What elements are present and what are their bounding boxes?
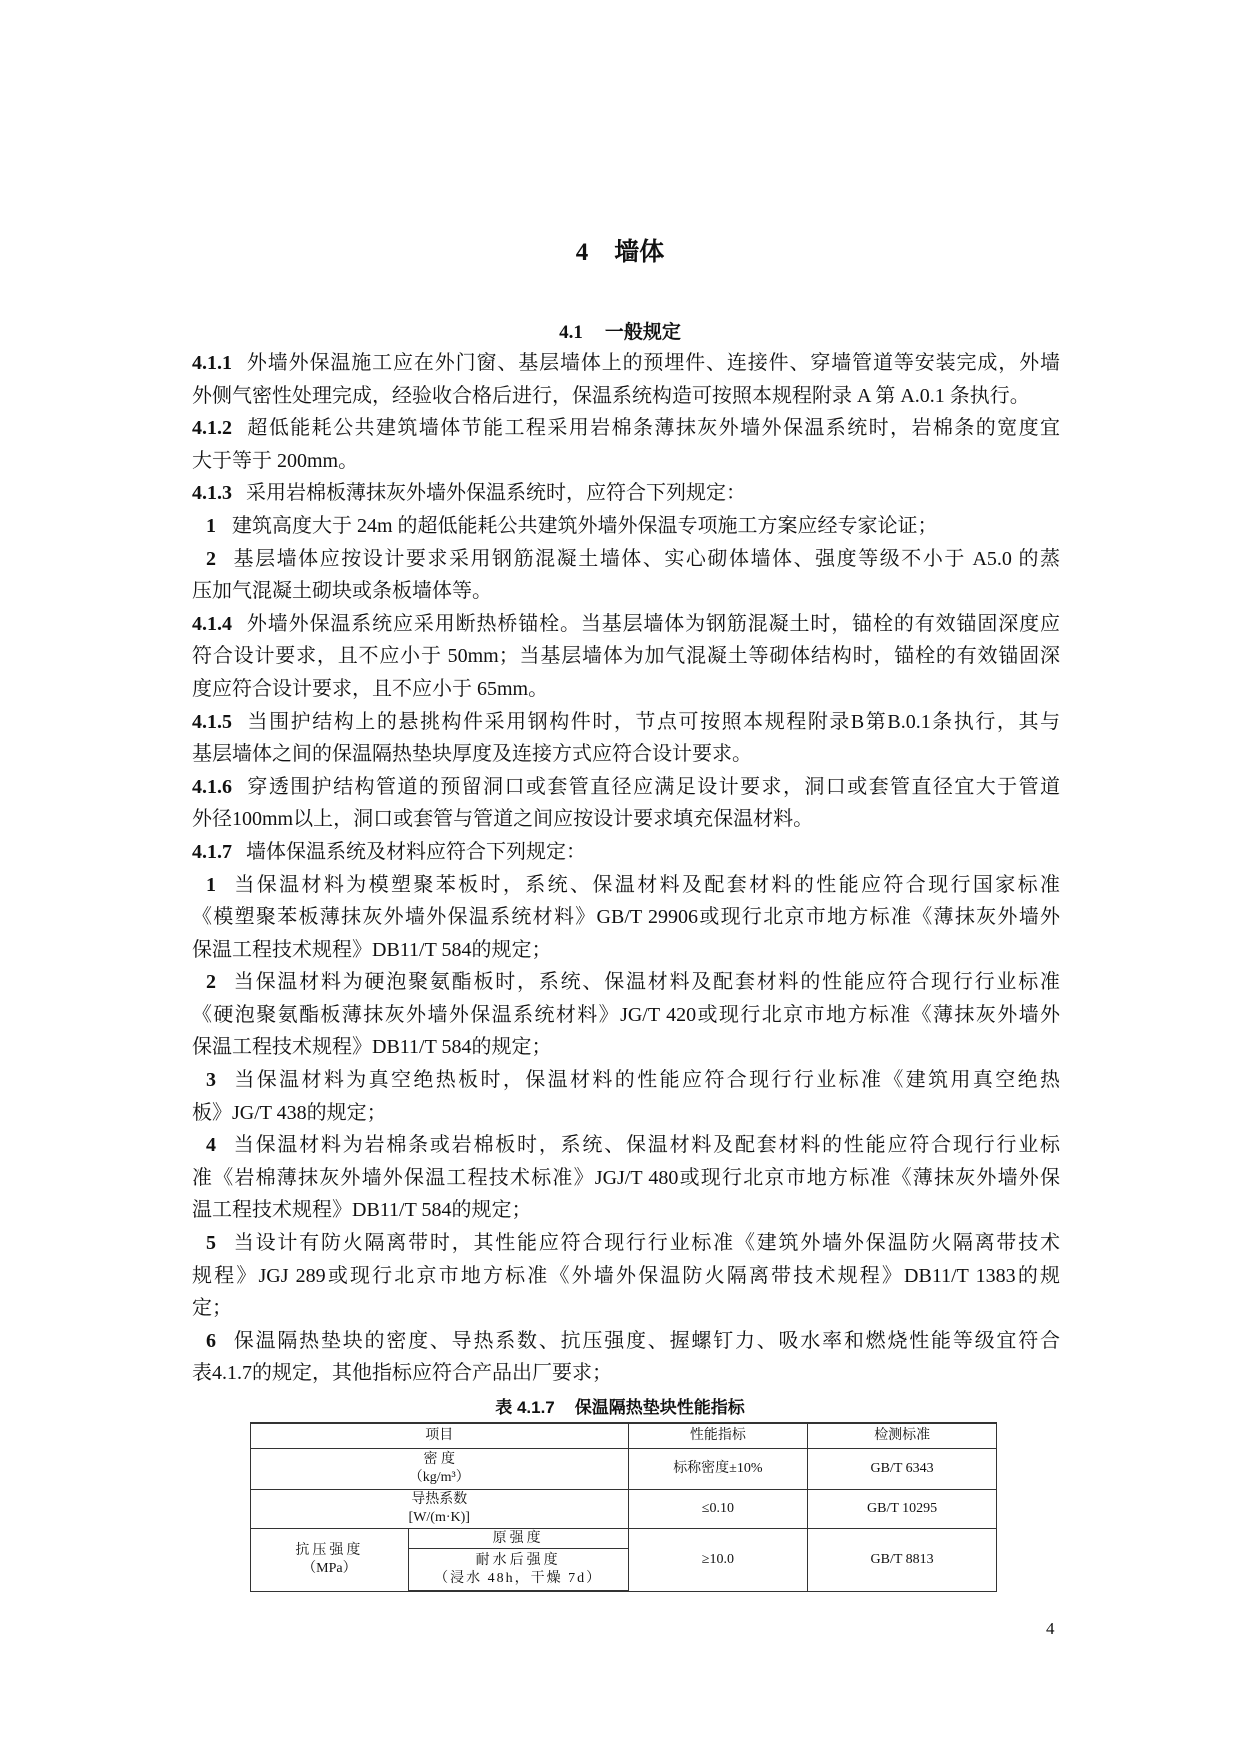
list-item-line — [192, 1031, 1060, 1064]
item-unit: （kg/m³） — [408, 1470, 470, 1485]
table-title: 保温隔热垫块性能指标 — [574, 1398, 745, 1417]
item-number: 1 — [206, 873, 216, 896]
section-title: 一般规定 — [604, 322, 681, 343]
list-item-line — [192, 999, 1060, 1032]
clause-line — [192, 673, 1060, 706]
item-number: 3 — [206, 1069, 216, 1092]
table-row — [251, 1449, 997, 1490]
clause-number: 4.1.4 — [192, 612, 232, 635]
header-item: 项目 — [251, 1423, 629, 1449]
item-number: 5 — [206, 1232, 216, 1255]
clause-line — [192, 771, 1060, 804]
line-text: 超低能耗公共建筑墙体节能工程采用岩棉条薄抹灰外墙外保温系统时，岩棉条的宽度宜 — [246, 417, 1060, 440]
table-row — [251, 1529, 997, 1549]
clause-line — [192, 803, 1060, 836]
chapter-number: 4 — [575, 239, 589, 266]
list-item-line — [192, 575, 1060, 608]
list-item-line — [192, 869, 1060, 902]
list-item-line — [192, 1097, 1060, 1130]
table-caption — [0, 1393, 1240, 1418]
table-number: 表 4.1.7 — [495, 1398, 555, 1417]
clause-line — [192, 738, 1060, 771]
sub-item-note: （浸水 48h，干燥 7d） — [434, 1570, 603, 1586]
item-name: 导热系数 — [411, 1492, 468, 1507]
list-item-line — [192, 1064, 1060, 1097]
sub-item-name: 耐水后强度 — [475, 1552, 561, 1568]
header-standard: 检测标准 — [808, 1423, 997, 1449]
line-text: 当保温材料为岩棉条或岩棉板时，系统、保温材料及配套材料的性能应符合现行行业标 — [232, 1134, 1060, 1157]
list-item-line — [192, 1162, 1060, 1195]
list-item-line — [192, 1129, 1060, 1162]
list-item-line — [192, 1260, 1060, 1293]
line-text: 保温隔热垫块的密度、导热系数、抗压强度、握螺钉力、吸水率和燃烧性能等级宜符合 — [232, 1329, 1060, 1352]
list-item-line — [192, 1325, 1060, 1358]
row-density-standard: GB/T 6343 — [808, 1449, 997, 1490]
item-name: 抗压强度 — [295, 1542, 364, 1558]
line-text: 外墙外保温系统应采用断热桥锚栓。当基层墙体为钢筋混凝土时，锚栓的有效锚固深度应 — [246, 612, 1060, 635]
header-performance: 性能指标 — [628, 1423, 808, 1449]
item-number: 1 — [206, 514, 216, 537]
list-item-line — [192, 934, 1060, 967]
clause-line — [192, 445, 1060, 478]
clause-line — [192, 836, 1060, 869]
line-text: 建筑高度大于 24m 的超低能耗公共建筑外墙外保温专项施工方案应经专家论证； — [232, 514, 938, 537]
table-row — [251, 1490, 997, 1529]
table-header-row — [251, 1423, 997, 1449]
clause-line — [192, 347, 1060, 380]
line-text: 基层墙体应按设计要求采用钢筋混凝土墙体、实心砌体墙体、强度等级不小于 A5.0 的蒸 — [232, 547, 1060, 570]
list-item-line — [192, 1357, 1060, 1390]
line-text: 当保温材料为硬泡聚氨酯板时，系统、保温材料及配套材料的性能应符合现行行业标准 — [232, 971, 1060, 994]
item-number: 2 — [206, 971, 216, 994]
clause-line — [192, 706, 1060, 739]
row-conductivity-standard: GB/T 10295 — [808, 1490, 997, 1529]
line-text: 保温工程技术规程》DB11/T 584的规定； — [192, 1036, 552, 1059]
line-text: 《硬泡聚氨酯板薄抹灰外墙外保温系统材料》JG/T 420或现行北京市地方标准《薄抹灰外墙外 — [192, 1003, 1060, 1026]
clause-number: 4.1.5 — [192, 710, 232, 733]
clause-number: 4.1.6 — [192, 775, 232, 798]
row-compressive-sub2 — [408, 1549, 628, 1592]
item-number: 4 — [206, 1134, 216, 1157]
document-body — [192, 347, 1060, 1390]
clause-line — [192, 380, 1060, 413]
item-unit: [W/(m·K)] — [408, 1510, 470, 1525]
line-text: 大于等于 200mm。 — [192, 449, 359, 472]
line-text: 外墙外保温施工应在外门窗、基层墙体上的预埋件、连接件、穿墙管道等安装完成，外墙 — [246, 352, 1060, 374]
line-text: 穿透围护结构管道的预留洞口或套管直径应满足设计要求，洞口或套管直径宜大于管道 — [246, 775, 1060, 798]
row-compressive-value: ≥10.0 — [628, 1529, 808, 1592]
clause-number: 4.1.1 — [192, 352, 232, 374]
row-conductivity-value: ≤0.10 — [628, 1490, 808, 1529]
line-text: 当保温材料为模塑聚苯板时，系统、保温材料及配套材料的性能应符合现行国家标准 — [232, 873, 1060, 896]
line-text: 当围护结构上的悬挑构件采用钢构件时，节点可按照本规程附录B第B.0.1条执行，其与 — [246, 710, 1060, 733]
item-unit: （MPa） — [302, 1560, 357, 1576]
line-text: 温工程技术规程》DB11/T 584的规定； — [192, 1199, 532, 1222]
item-number: 2 — [206, 547, 216, 570]
line-text: 符合设计要求，且不应小于 50mm；当基层墙体为加气混凝土等砌体结构时，锚栓的有效锚固深 — [192, 645, 1060, 668]
row-conductivity-item — [251, 1490, 629, 1529]
list-item-line — [192, 510, 1060, 543]
line-text: 定； — [192, 1297, 232, 1320]
page-number: 4 — [1046, 1619, 1055, 1638]
line-text: 板》JG/T 438的规定； — [192, 1101, 387, 1124]
clause-line — [192, 608, 1060, 641]
clause-line — [192, 412, 1060, 445]
clause-number: 4.1.2 — [192, 417, 232, 440]
clause-line — [192, 640, 1060, 673]
performance-table — [250, 1422, 997, 1592]
row-compressive-sub1: 原强度 — [408, 1529, 628, 1549]
line-text: 墙体保温系统及材料应符合下列规定： — [246, 840, 586, 863]
list-item-line — [192, 1292, 1060, 1325]
chapter-title: 墙体 — [614, 239, 665, 266]
line-text: 当保温材料为真空绝热板时，保温材料的性能应符合现行行业标准《建筑用真空绝热 — [232, 1069, 1060, 1092]
item-name: 密 度 — [423, 1452, 455, 1467]
list-item-line — [192, 1227, 1060, 1260]
line-text: 准《岩棉薄抹灰外墙外保温工程技术标准》JGJ/T 480或现行北京市地方标准《薄抹灰外墙外保 — [192, 1166, 1060, 1189]
list-item-line — [192, 1194, 1060, 1227]
row-compressive-item — [251, 1529, 409, 1592]
section-heading — [0, 317, 1240, 344]
row-density-item — [251, 1449, 629, 1490]
line-text: 《模塑聚苯板薄抹灰外墙外保温系统材料》GB/T 29906或现行北京市地方标准《薄抹灰外墙外 — [192, 906, 1060, 929]
row-compressive-standard: GB/T 8813 — [808, 1529, 997, 1592]
line-text: 外径100mm以上，洞口或套管与管道之间应按设计要求填充保温材料。 — [192, 808, 814, 831]
item-number: 6 — [206, 1329, 216, 1352]
row-density-value: 标称密度±10% — [628, 1449, 808, 1490]
line-text: 保温工程技术规程》DB11/T 584的规定； — [192, 938, 552, 961]
line-text: 外侧气密性处理完成，经验收合格后进行，保温系统构造可按照本规程附录 A 第 A.0.1 条执行。 — [192, 384, 1030, 407]
clause-number: 4.1.7 — [192, 840, 232, 863]
chapter-heading — [0, 232, 1240, 268]
line-text: 压加气混凝土砌块或条板墙体等。 — [192, 580, 492, 603]
line-text: 基层墙体之间的保温隔热垫块厚度及连接方式应符合设计要求。 — [192, 743, 752, 766]
list-item-line — [192, 901, 1060, 934]
line-text: 度应符合设计要求，且不应小于 65mm。 — [192, 677, 549, 700]
line-text: 表4.1.7的规定，其他指标应符合产品出厂要求； — [192, 1362, 612, 1385]
line-text: 当设计有防火隔离带时，其性能应符合现行行业标准《建筑外墙外保温防火隔离带技术 — [232, 1232, 1060, 1255]
list-item-line — [192, 966, 1060, 999]
clause-number: 4.1.3 — [192, 482, 232, 505]
line-text: 规程》JGJ 289或现行北京市地方标准《外墙外保温防火隔离带技术规程》DB11/T 1383的规 — [192, 1264, 1060, 1287]
line-text: 采用岩棉板薄抹灰外墙外保温系统时，应符合下列规定： — [246, 482, 746, 505]
clause-line — [192, 477, 1060, 510]
section-number: 4.1 — [559, 322, 583, 343]
list-item-line — [192, 543, 1060, 576]
